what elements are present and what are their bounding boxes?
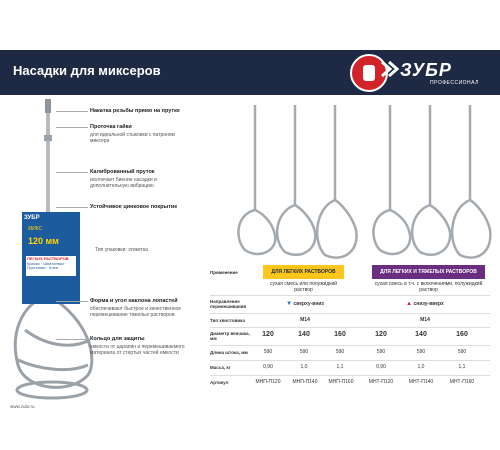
callout-title: Устойчивое цинковое покрытие (90, 204, 178, 210)
row-label-application: Применение (210, 270, 238, 275)
label-size: 120 мм (28, 236, 59, 246)
callout-line (56, 111, 88, 112)
cell-article: МНТ-П140 (408, 379, 434, 385)
cell-mass: 1,0 (417, 364, 425, 370)
callout-title: Кольцо для защиты (90, 336, 145, 342)
website-link[interactable]: www.zubr.ru (10, 404, 35, 409)
header-bar (0, 50, 500, 95)
cell-length: 590 (416, 349, 426, 355)
brand-logo: ЗУБР (400, 60, 452, 80)
arrow-down-icon: ▼ (286, 301, 293, 307)
cell-diameter: 120 (375, 331, 387, 338)
direction-light (270, 301, 340, 307)
page-title: Насадки для миксеров (13, 63, 161, 78)
direction-heavy-text: снизу-вверх (413, 301, 444, 307)
packaging-note: Тип упаковки: этикетка (95, 247, 148, 253)
cell-diameter: 160 (456, 331, 468, 338)
cell-mass: 1,1 (458, 364, 466, 370)
cell-diameter: 140 (415, 331, 427, 338)
callout-title: Калиброванный пруток (90, 169, 155, 175)
callout-line (56, 339, 88, 340)
callout-title: Проточка гайки (90, 124, 132, 130)
cell-article: МНП-П160 (328, 379, 354, 385)
cell-mass: 1,0 (300, 364, 308, 370)
callout-line (56, 301, 88, 302)
row-divider (210, 375, 490, 376)
callout-line (56, 172, 88, 173)
row-divider (210, 345, 490, 346)
row-label-article: Артикул (210, 380, 229, 385)
mixer-product-row (230, 100, 495, 260)
cell-length: 590 (299, 349, 309, 355)
cell-article: МНП-П140 (292, 379, 318, 385)
callout-line (56, 207, 88, 208)
cell-diameter: 120 (262, 331, 274, 338)
application-light: сухая смесь или полужидкий раствор (269, 281, 338, 293)
label-box-title: ЛЕГКИХ РАСТВОРОВ (27, 256, 69, 261)
callout-title: Накатка резьбы прямо на прутке (90, 108, 180, 114)
label-brand: ЗУБР (24, 215, 40, 221)
row-label-length: Длина штока, мм (210, 350, 248, 355)
cell-article: МНТ-П120 (368, 379, 394, 385)
row-divider (210, 360, 490, 361)
cell-diameter: 160 (334, 331, 346, 338)
row-divider (210, 327, 490, 328)
cell-mass: 0,90 (263, 364, 273, 370)
brand-subtitle: ПРОФЕССИОНАЛ (430, 80, 479, 86)
shank-light: М14 (300, 317, 310, 323)
callout-desc: для идеальной стыковки с патроном миксера (90, 132, 175, 144)
cell-diameter: 140 (298, 331, 310, 338)
row-label-direction: Направление перемешивания (210, 299, 247, 309)
application-heavy: сухая смесь в т.ч. с включениями, полужидкий раствор (374, 281, 483, 293)
row-label-mass: Масса, кг (210, 365, 231, 370)
direction-light-text: сверху-вниз (293, 301, 324, 307)
cell-mass: 1,1 (336, 364, 344, 370)
cell-length: 590 (457, 349, 467, 355)
column-header-heavy: ДЛЯ ЛЕГКИХ И ТЯЖЕЛЫХ РАСТВОРОВ (372, 265, 485, 279)
callout-line (56, 127, 88, 128)
column-header-light: ДЛЯ ЛЕГКИХ РАСТВОРОВ (263, 265, 344, 279)
direction-heavy (390, 301, 460, 307)
label-box (26, 256, 76, 276)
brand-chevron-icon (378, 60, 400, 78)
cell-length: 590 (263, 349, 273, 355)
callout-title: Форма и угол наклона лопастей (90, 298, 178, 304)
cell-length: 590 (376, 349, 386, 355)
cell-length: 590 (335, 349, 345, 355)
row-label-shank: Тип хвостовика (210, 318, 245, 323)
thumb-up-icon (363, 65, 375, 81)
cell-article: МНТ-П160 (449, 379, 475, 385)
callout-desc: емкости от царапин и перемешиваемого материала от стертых частей емкости (90, 344, 185, 356)
arrow-up-icon: ▲ (406, 301, 413, 307)
product-label (22, 212, 80, 304)
label-series: МИКС (28, 226, 43, 232)
row-divider (210, 313, 490, 314)
callout-desc: обеспечивают быстрое и качественное перемешивание тяжелых растворов (90, 306, 182, 318)
row-divider (210, 295, 490, 296)
label-box-text: Краски · Шпатлевки · Грунтовки · Клеи (27, 260, 67, 270)
row-label-diameter: Диаметр венчика, мм (210, 331, 250, 341)
cell-article: МНП-П120 (255, 379, 281, 385)
shank-heavy: М14 (420, 317, 430, 323)
cell-mass: 0,90 (376, 364, 386, 370)
callout-desc: исключает биение насадки и дополнительную вибрацию (90, 177, 157, 189)
